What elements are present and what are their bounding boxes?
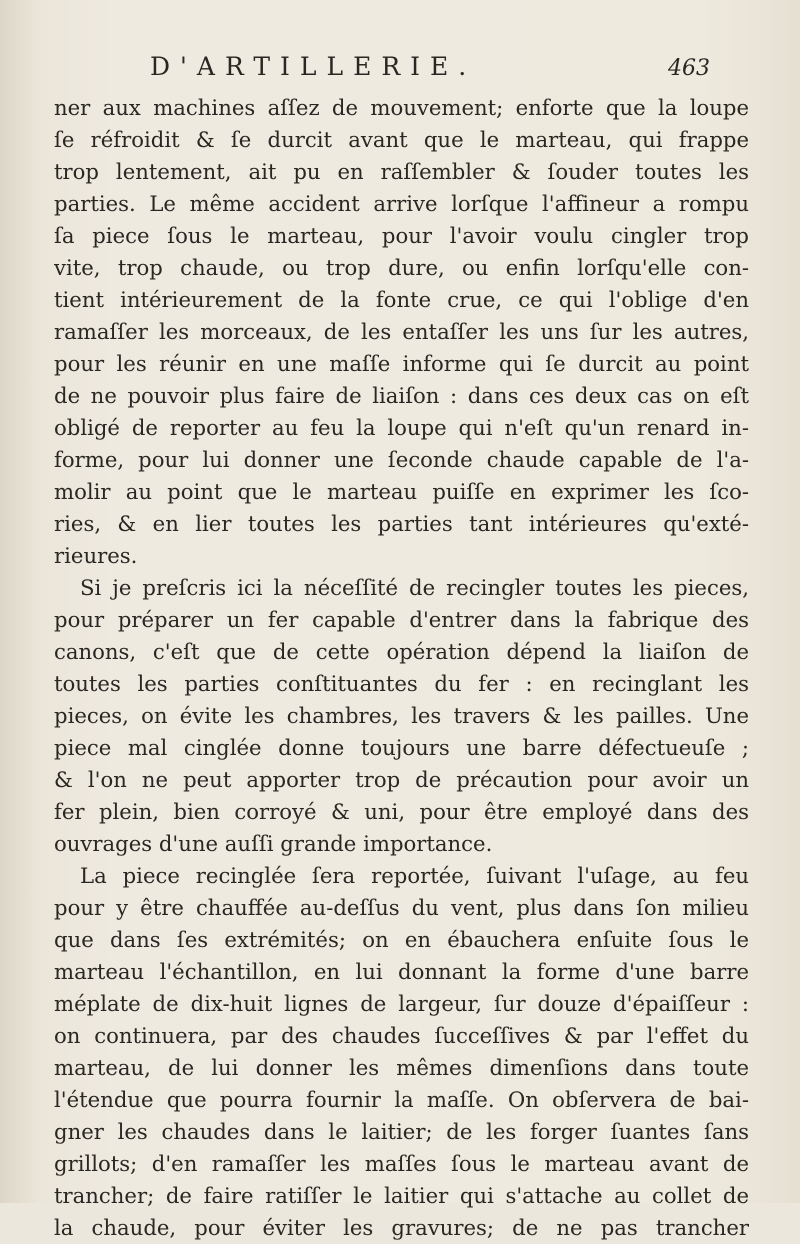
text-line: gner les chaudes dans le laitier; de les forger ſuantes ſans [54, 1119, 749, 1144]
text-line: de ne pouvoir plus faire de liaiſon : dans ces deux cas on eſt [54, 383, 749, 408]
body-text [54, 92, 749, 1244]
text-line: méplate de dix-huit lignes de largeur, ſur douze d'épaiſſeur : [54, 991, 749, 1016]
text-line: ſa piece ſous le marteau, pour l'avoir voulu cingler trop [54, 223, 749, 248]
text-line: fer plein, bien corroyé & uni, pour être employé dans des [54, 799, 749, 824]
text-line: ouvrages d'une auſſi grande importance. [54, 831, 493, 856]
text-line: ner aux machines aſſez de mouvement; enforte que la loupe [54, 95, 749, 120]
text-line: marteau l'échantillon, en lui donnant la forme d'une barre [54, 959, 749, 984]
text-line: trancher; de faire ratiſſer le laitier qui s'attache au collet de [54, 1183, 749, 1208]
text-line: molir au point que le marteau puiſſe en exprimer les ſco- [54, 479, 749, 504]
text-line: l'étendue que pourra fournir la maſſe. On obſervera de bai- [54, 1087, 749, 1112]
text-line: ries, & en lier toutes les parties tant intérieures qu'exté- [54, 511, 749, 536]
text-line: piece mal cinglée donne toujours une barre défectueuſe ; [54, 735, 749, 760]
running-title: D'ARTILLERIE. [150, 52, 477, 81]
text-line: marteau, de lui donner les mêmes dimenſions dans toute [54, 1055, 749, 1080]
text-line: ramaſſer les morceaux, de les entaſſer les uns ſur les autres, [54, 319, 749, 344]
text-line: parties. Le même accident arrive lorſque l'affineur a rompu [54, 191, 749, 216]
text-line: rieures. [54, 543, 138, 568]
text-line: grillots; d'en ramaſſer les maſſes ſous le marteau avant de [54, 1151, 749, 1176]
text-line: trop lentement, ait pu en raſſembler & ſouder toutes les [54, 159, 749, 184]
text-line: forme, pour lui donner une ſeconde chaude capable de l'a- [54, 447, 749, 472]
text-line: & l'on ne peut apporter trop de précaution pour avoir un [54, 767, 749, 792]
page-header [150, 52, 710, 92]
text-line: La piece recinglée ſera reportée, ſuivant l'uſage, au feu [80, 863, 749, 888]
text-line: obligé de reporter au feu la loupe qui n'eſt qu'un renard in- [54, 415, 749, 440]
text-line: pour les réunir en une maſſe informe qui ſe durcit au point [54, 351, 749, 376]
text-line: vite, trop chaude, ou trop dure, ou enfin lorſqu'elle con- [54, 255, 749, 280]
text-line: que dans ſes extrémités; on en ébauchera enſuite ſous le [54, 927, 749, 952]
text-line: la chaude, pour éviter les gravures; de ne pas trancher [54, 1215, 749, 1240]
text-line: canons, c'eſt que de cette opération dépend la liaiſon de [54, 639, 749, 664]
text-line: pour y être chauffée au-deſſus du vent, plus dans ſon milieu [54, 895, 749, 920]
text-line: ſe réfroidit & ſe durcit avant que le marteau, qui frappe [54, 127, 749, 152]
text-line: toutes les parties conſtituantes du fer : en recinglant les [54, 671, 749, 696]
page-number: 463 [668, 56, 710, 81]
text-line: pieces, on évite les chambres, les travers & les pailles. Une [54, 703, 749, 728]
text-line: on continuera, par des chaudes ſucceſſives & par l'effet du [54, 1023, 749, 1048]
text-line: tient intérieurement de la fonte crue, ce qui l'oblige d'en [54, 287, 749, 312]
text-line: Si je preſcris ici la néceſſité de recingler toutes les pieces, [80, 575, 749, 600]
text-line: pour préparer un fer capable d'entrer dans la fabrique des [54, 607, 749, 632]
